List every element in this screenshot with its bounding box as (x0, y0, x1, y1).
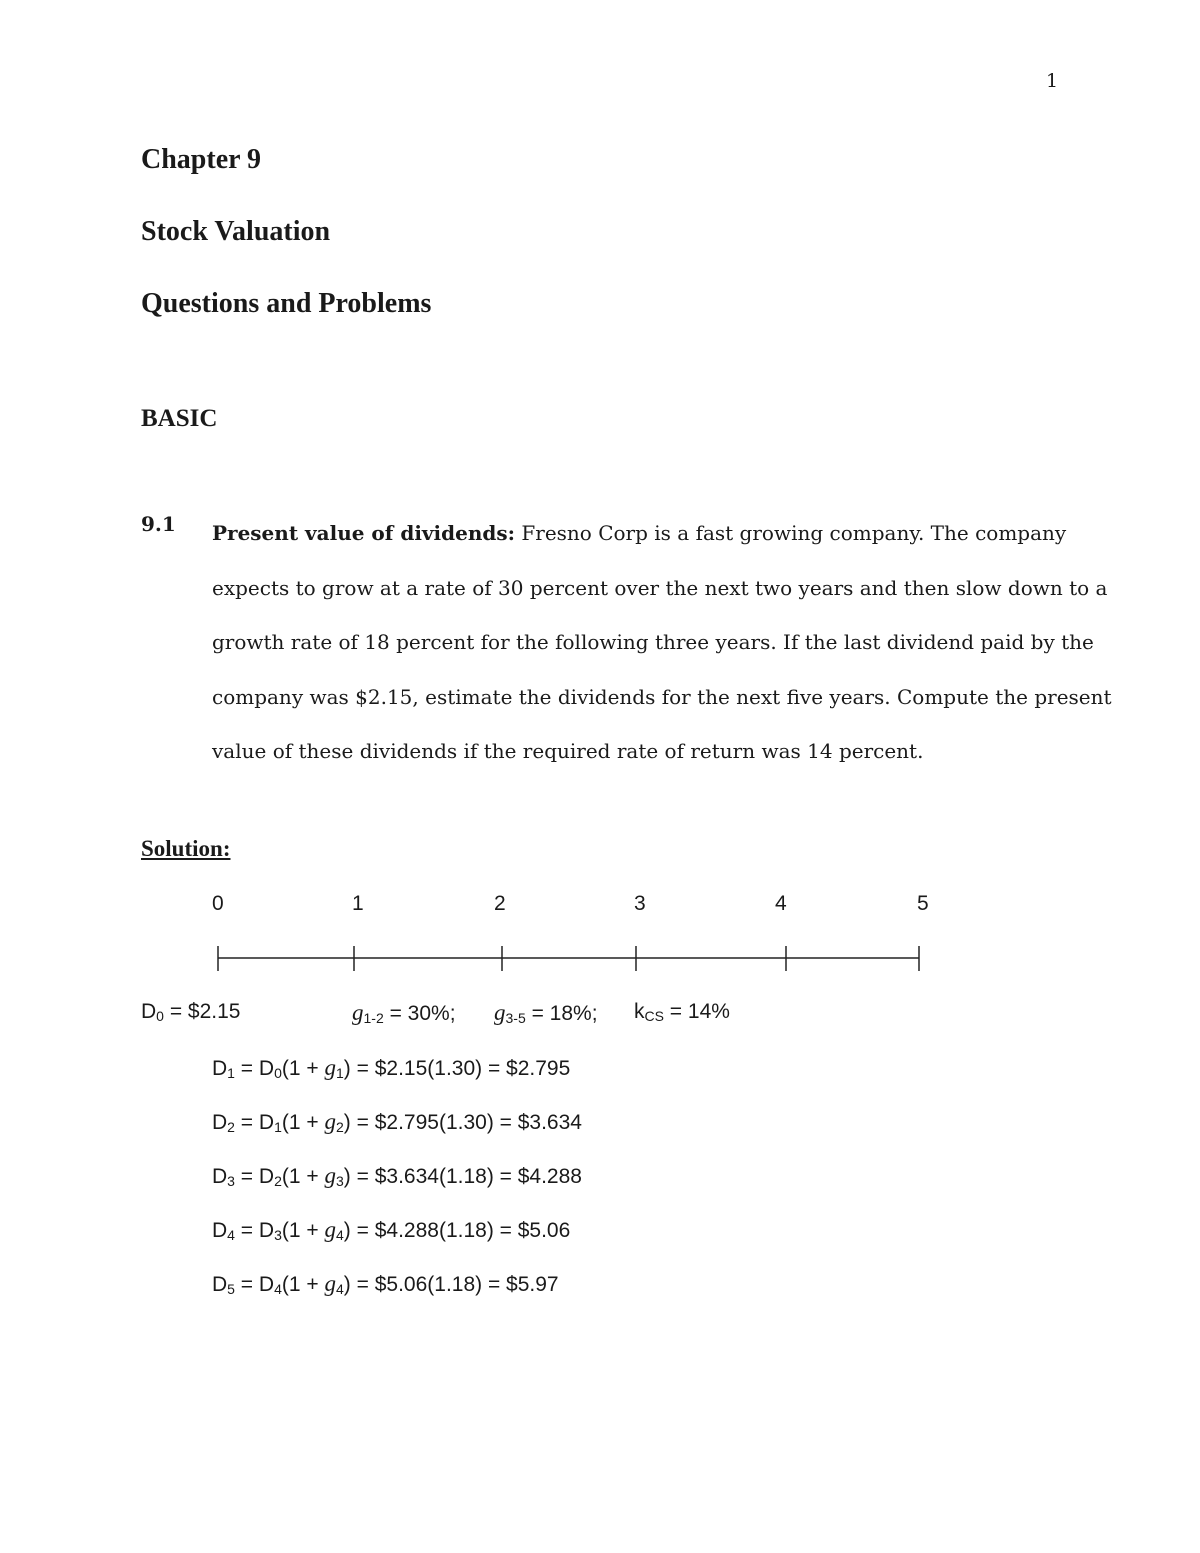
chapter-heading: Chapter 9 (141, 144, 262, 175)
problem-line-2: expects to grow at a rate of 30 percent over the next two years and then slow down to a (212, 575, 1108, 600)
problem-line-4: company was $2.15, estimate the dividends for the next five years. Compute the present (212, 684, 1112, 709)
timeline-label-4: 4 (775, 892, 787, 915)
page-number: 1 (1046, 70, 1059, 92)
equation-d2: $D_2 = D_1(1 + g_2)$ = $2.795(1.30) = $3.634 (212, 1109, 582, 1135)
equation-d5: $D_5 = D_4(1 + g_4)$ = $5.06(1.18) = $5.97 (212, 1271, 559, 1297)
timeline-label-3: 3 (634, 892, 646, 915)
problem-line-3: growth rate of 18 percent for the following three years. If the last dividend paid by the (212, 630, 1094, 654)
equation-d4: $D_4 = D_3(1 + g_4)$ = $4.288(1.18) = $5.06 (212, 1217, 571, 1243)
timeline-label-1: 1 (352, 892, 364, 915)
solution-label: Solution: (141, 836, 231, 861)
given-d0: $D_0$ = $2.15 (141, 1000, 241, 1024)
given-kcs: $k_{CS} = 14\%$ (634, 1000, 730, 1024)
equation-d3: $D_3 = D_2(1 + g_3)$ = $3.634(1.18) = $4.288 (212, 1163, 582, 1189)
problem-number: 9.1 (141, 512, 176, 536)
problem-line-1: Present value of dividends: Fresno Corp is a fast growing company. The company (212, 521, 1067, 545)
given-g35: $g_{3-5} = 18\%$; (494, 1000, 598, 1026)
problem-line-5: value of these dividends if the required rate of return was 14 percent. (212, 739, 924, 763)
timeline-label-2: 2 (494, 892, 506, 915)
level-heading: BASIC (141, 405, 218, 432)
timeline-label-0: 0 (212, 892, 224, 915)
problem-title: Present value of dividends: (212, 521, 516, 545)
given-g12: $g_{1-2} = 30\%$; (352, 1000, 456, 1026)
timeline-label-5: 5 (917, 892, 929, 915)
section-heading: Questions and Problems (141, 288, 432, 319)
topic-heading: Stock Valuation (141, 216, 331, 247)
equation-d1: $D_1 = D_0(1 + g_1)$ = $2.15(1.30) = $2.795 (212, 1055, 571, 1081)
